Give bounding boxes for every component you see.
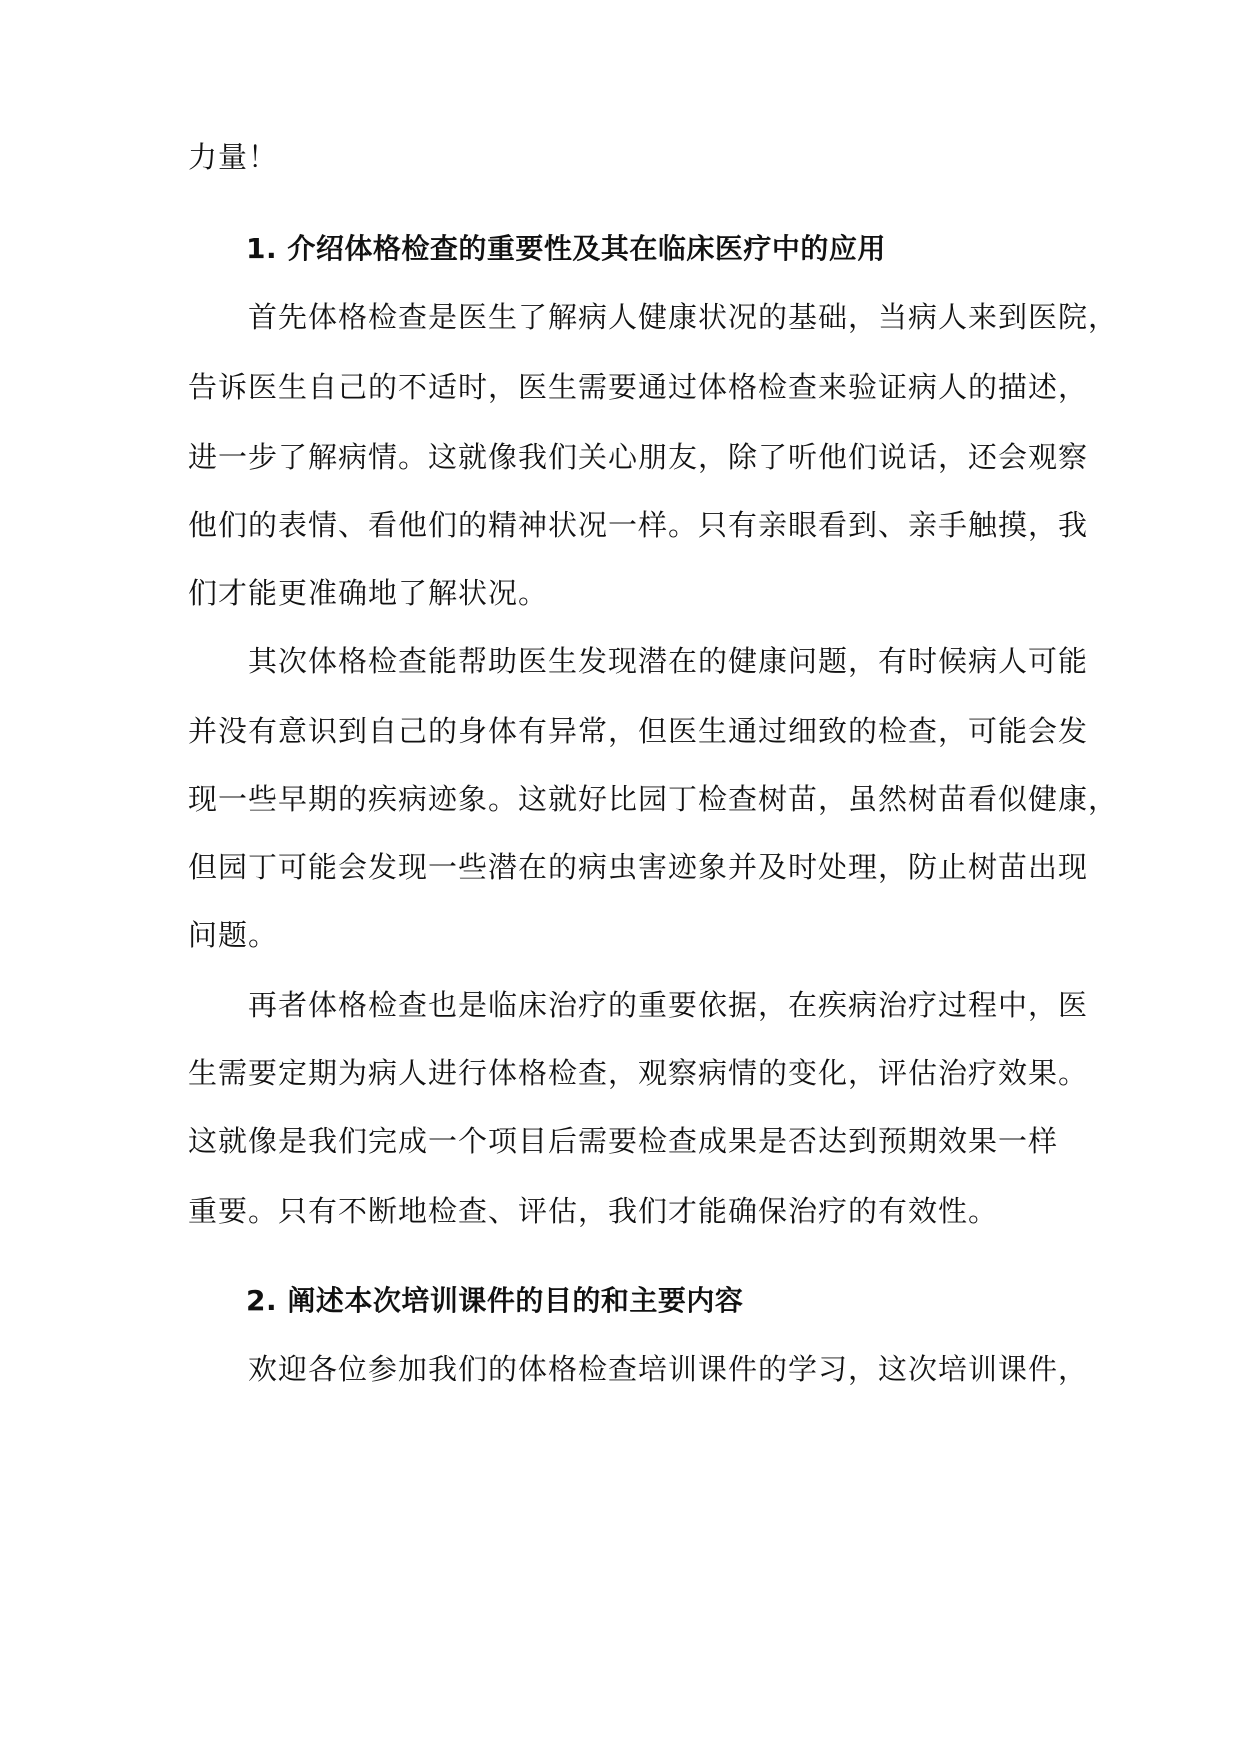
s1-p1-line-1: 首先体格检查是医生了解病人健康状况的基础，当病人来到医院，	[248, 300, 1119, 334]
s1-p1-line-4: 他们的表情、看他们的精神状况一样。只有亲眼看到、亲手触摸，我	[188, 508, 1089, 542]
section2-heading: 2. 阐述本次培训课件的目的和主要内容	[246, 1284, 744, 1317]
s1-p3-line-3: 这就像是我们完成一个项目后需要检查成果是否达到预期效果一样	[188, 1124, 1059, 1158]
section1-heading: 1. 介绍体格检查的重要性及其在临床医疗中的应用	[246, 232, 886, 265]
s1-p2-line-5: 问题。	[188, 918, 279, 952]
s2-p1-line-1: 欢迎各位参加我们的体格检查培训课件的学习，这次培训课件，	[248, 1352, 1089, 1386]
s1-p1-line-2: 告诉医生自己的不适时，医生需要通过体格检查来验证病人的描述，	[188, 370, 1089, 404]
s1-p2-line-1: 其次体格检查能帮助医生发现潜在的健康问题，有时候病人可能	[248, 644, 1089, 678]
s1-p1-line-3: 进一步了解病情。这就像我们关心朋友，除了听他们说话，还会观察	[188, 440, 1089, 474]
s1-p2-line-3: 现一些早期的疾病迹象。这就好比园丁检查树苗，虽然树苗看似健康，	[188, 782, 1119, 816]
s1-p2-line-4: 但园丁可能会发现一些潜在的病虫害迹象并及时处理，防止树苗出现	[188, 850, 1089, 884]
opening-line: 力量！	[188, 140, 279, 174]
s1-p1-line-5: 们才能更准确地了解状况。	[188, 576, 549, 610]
s1-p3-line-4: 重要。只有不断地检查、评估，我们才能确保治疗的有效性。	[188, 1194, 999, 1228]
s1-p3-line-1: 再者体格检查也是临床治疗的重要依据，在疾病治疗过程中，医	[248, 988, 1089, 1022]
s1-p2-line-2: 并没有意识到自己的身体有异常，但医生通过细致的检查，可能会发	[188, 714, 1089, 748]
s1-p3-line-2: 生需要定期为病人进行体格检查，观察病情的变化，评估治疗效果。	[188, 1056, 1089, 1090]
